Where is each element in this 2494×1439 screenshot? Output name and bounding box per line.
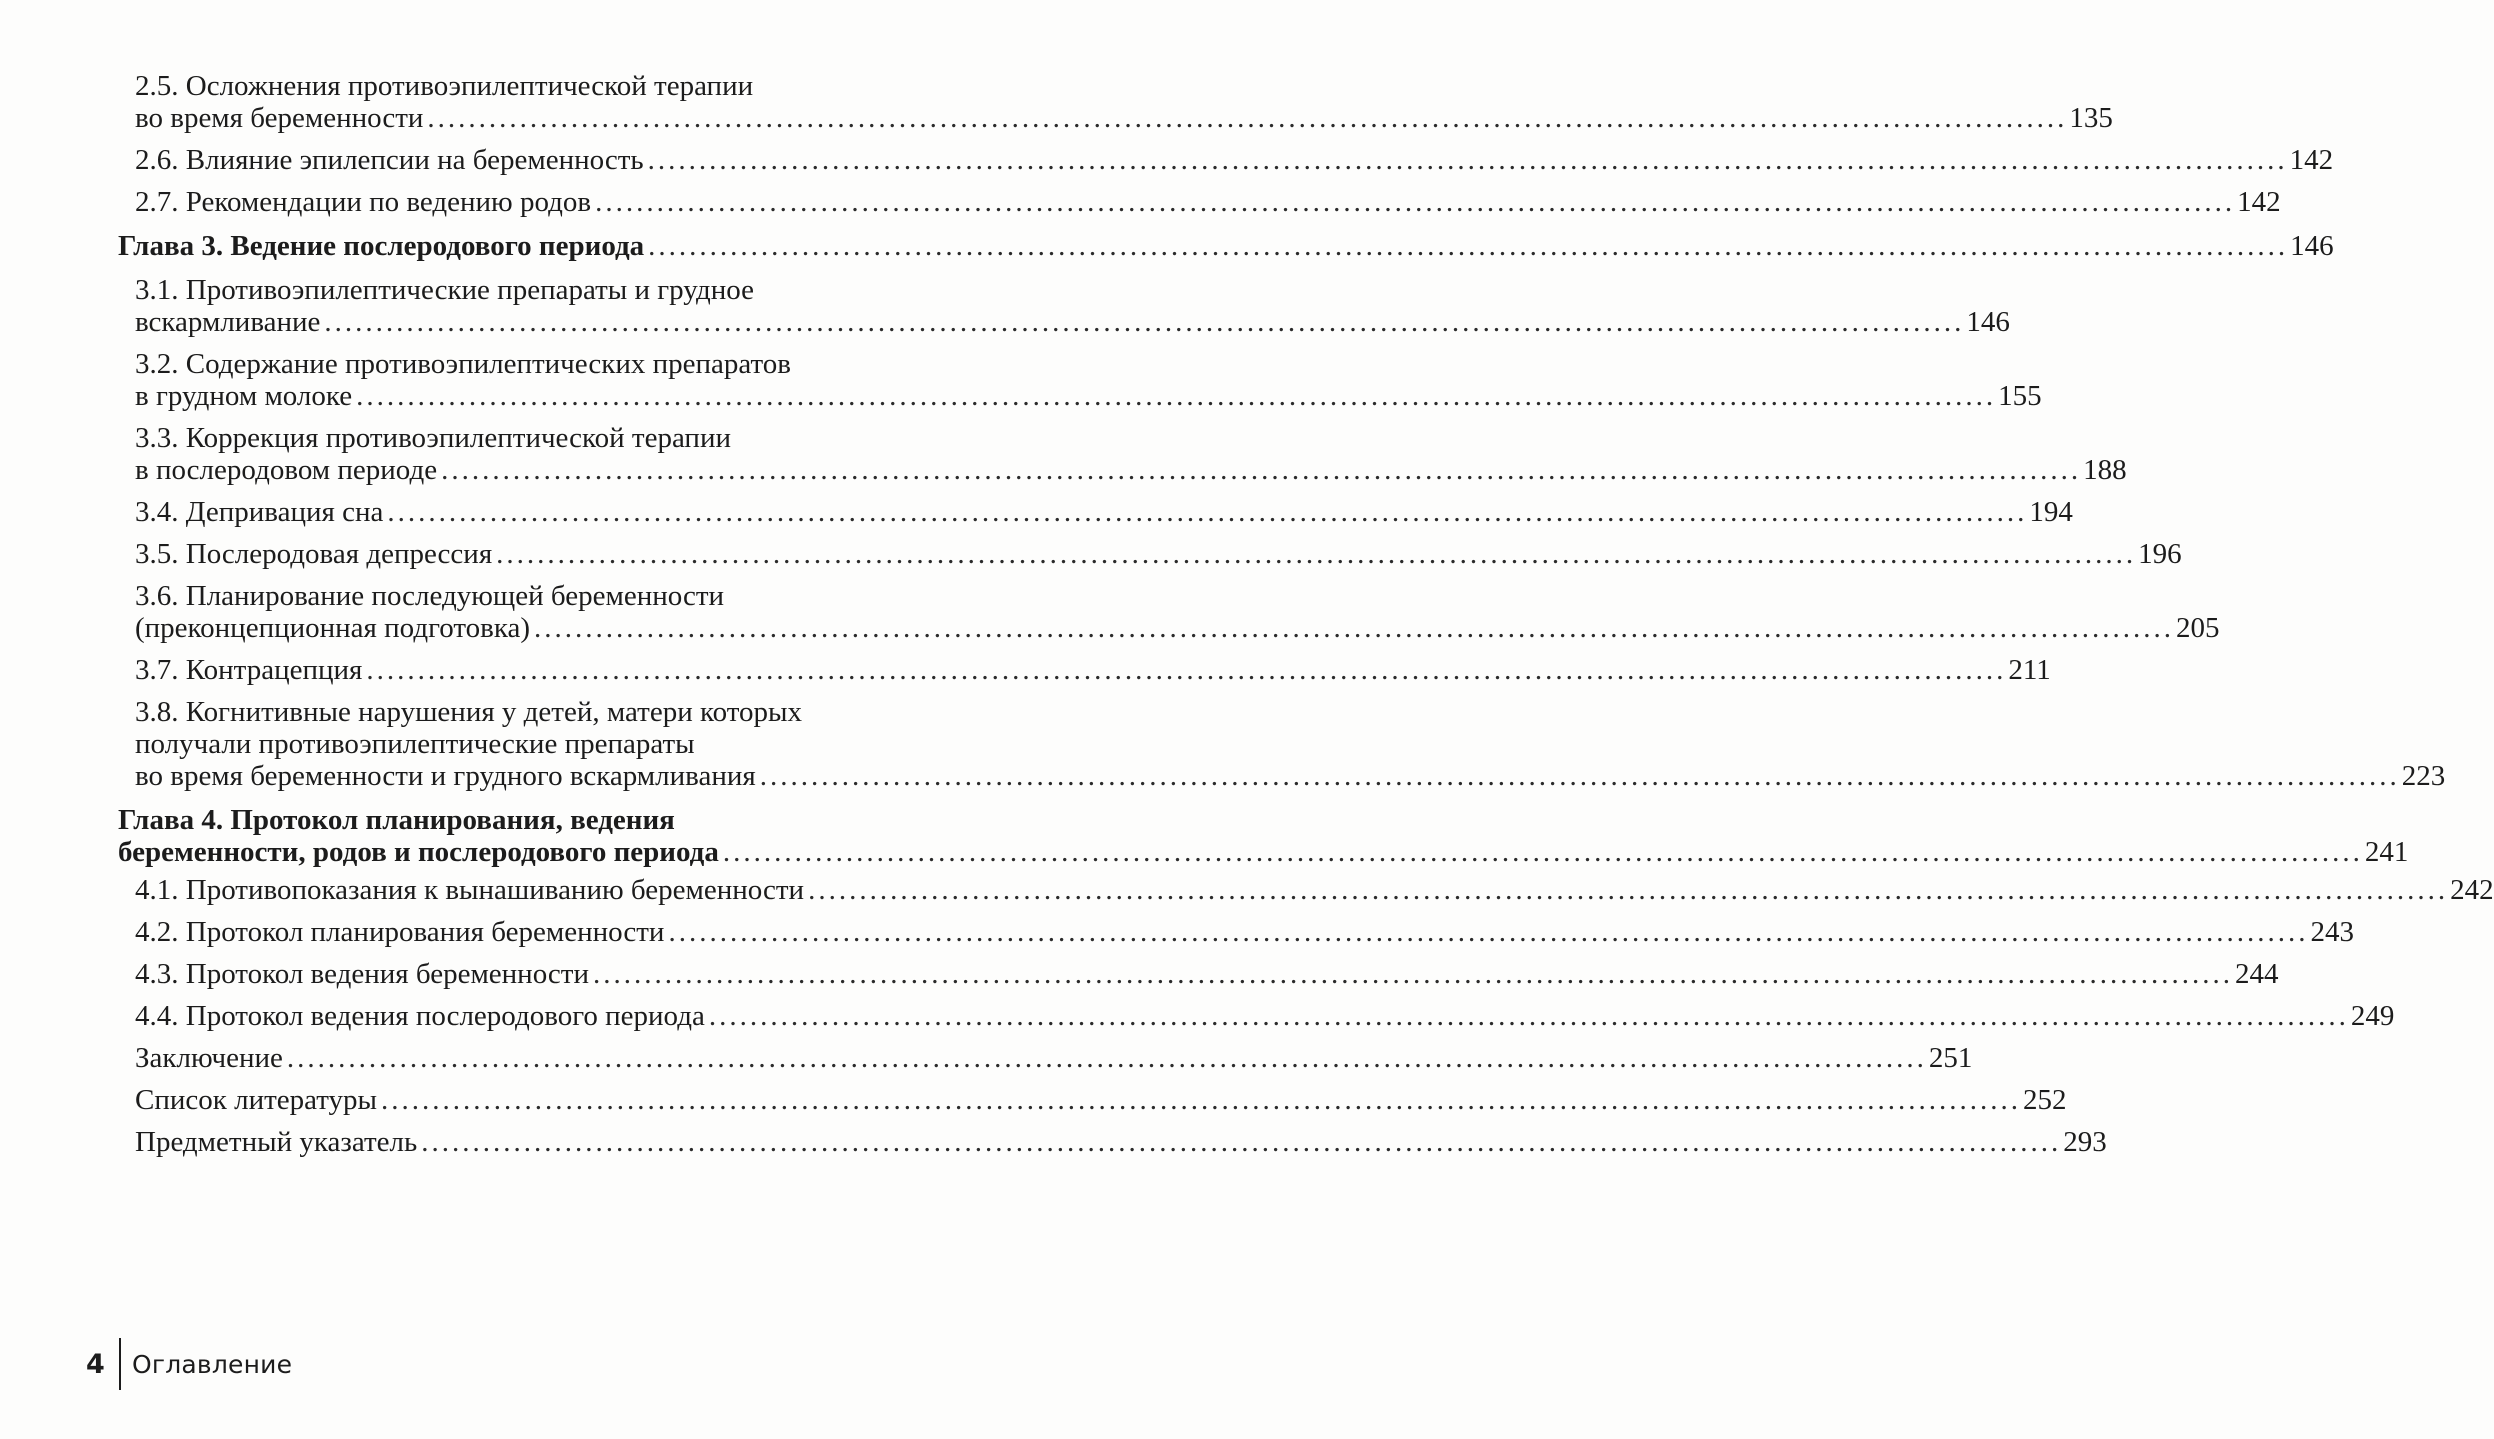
toc-entry[interactable] [118,696,2446,792]
toc-entry-title: 3.1. Противоэпилептические препараты и грудное [135,274,754,306]
toc-page-number: 188 [2083,454,2127,486]
toc-page-number: 135 [2069,102,2113,134]
toc-entry-title: 4.2. Протокол планирования беременности [135,916,665,948]
toc-entry-line [135,1042,1973,1074]
toc-entry-line [135,612,2220,644]
dot-leader: ................................................................................................................................................................ [647,144,2288,176]
toc-entry-line [135,422,970,454]
page-footer [86,1338,292,1390]
toc-entry-title: вскармливание [135,306,321,338]
toc-entry-title: 4.3. Протокол ведения беременности [135,958,589,990]
dot-leader: ................................................................................................................................................................ [421,1126,2062,1158]
toc-entry-line [135,348,970,380]
toc-page-number: 196 [2138,538,2182,570]
toc-entry-line [135,186,2281,218]
toc-entry-title: 2.6. Влияние эпилепсии на беременность [135,144,644,176]
toc-entry-line [135,454,2127,486]
dot-leader: ................................................................................................................................................................ [668,916,2309,948]
toc-entry-title: 3.6. Планирование последующей беременности [135,580,725,612]
toc-entry[interactable] [118,538,2182,570]
dot-leader: ................................................................................................................................................................ [648,230,2289,262]
toc-entry-line [135,728,970,760]
toc-entry[interactable] [118,144,2334,176]
dot-leader: ................................................................................................................................................................ [808,874,2449,906]
toc-entry[interactable] [118,580,2220,644]
dot-leader: ................................................................................................................................................................ [441,454,2082,486]
dot-leader: ................................................................................................................................................................ [759,760,2400,792]
toc-entry-line [135,538,2182,570]
toc-entry-line [135,874,2494,906]
toc-page-number: 223 [2401,760,2446,792]
toc-entry-line [135,1000,2395,1032]
toc-entry-title: 3.3. Коррекция противоэпилептической терапии [135,422,731,454]
toc-entry-title: 3.7. Контрацепция [135,654,363,686]
toc-entry-title: 3.2. Содержание противоэпилептических препаратов [135,348,791,380]
toc-entry-line [118,804,970,836]
toc-entry-line [135,306,2010,338]
toc-entry-title: 2.5. Осложнения противоэпилептической терапии [135,70,754,102]
toc-entry-title: 4.1. Противопоказания к вынашиванию беременности [135,874,805,906]
toc-page-number: 244 [2235,958,2279,990]
dot-leader: ................................................................................................................................................................ [593,958,2233,990]
toc-entry-line [135,70,970,102]
toc-entry[interactable] [118,186,2281,218]
dot-leader: ................................................................................................................................................................ [387,496,2028,528]
toc-entry-title: получали противоэпилептические препараты [135,728,695,760]
toc-entry-title: Глава 4. Протокол планирования, ведения [118,804,675,836]
toc-page-number: 146 [2290,230,2334,262]
toc-entry[interactable] [118,348,2042,412]
dot-leader: ................................................................................................................................................................ [324,306,1965,338]
toc-entry-line [135,654,2051,686]
toc-chapter-entry[interactable] [118,804,2409,868]
toc-chapter-entry[interactable] [118,230,2334,262]
toc-entry-title: 2.7. Рекомендации по ведению родов [135,186,592,218]
toc-entry-line [135,274,970,306]
toc-entry-title: (преконцепционная подготовка) [135,612,531,644]
toc-entry[interactable] [118,1126,2107,1158]
toc-entry-title: 4.4. Протокол ведения послеродового периода [135,1000,705,1032]
toc-entry-title: 3.8. Когнитивные нарушения у детей, матери которых [135,696,802,728]
toc-entry-line [135,580,970,612]
toc-page-number: 242 [2450,874,2494,906]
table-of-contents [118,70,2494,1158]
toc-entry[interactable] [118,874,2494,906]
toc-entry-line [135,102,2113,134]
toc-entry[interactable] [118,1084,2067,1116]
toc-entry[interactable] [118,916,2354,948]
toc-entry-title: беременности, родов и послеродового периода [118,836,719,868]
toc-page-number: 205 [2176,612,2220,644]
toc-page-number: 142 [2237,186,2281,218]
toc-page-number: 249 [2350,1000,2395,1032]
dot-leader: ................................................................................................................................................................ [366,654,2007,686]
toc-entry[interactable] [118,654,2051,686]
dot-leader: ................................................................................................................................................................ [534,612,2175,644]
toc-entry-title: во время беременности и грудного вскармливания [135,760,756,792]
toc-entry-title: Предметный указатель [135,1126,418,1158]
toc-page-number: 194 [2029,496,2073,528]
running-header-section: Оглавление [132,1349,293,1379]
toc-page-number: 146 [1966,306,2010,338]
toc-entry-line [135,144,2334,176]
page-number: 4 [86,1348,105,1380]
toc-page-number: 252 [2023,1084,2067,1116]
toc-entry-line [135,496,2073,528]
toc-entry[interactable] [118,1042,1973,1074]
toc-entry-title: во время беременности [135,102,424,134]
dot-leader: ................................................................................................................................................................ [595,186,2236,218]
dot-leader: ................................................................................................................................................................ [496,538,2137,570]
toc-entry[interactable] [118,70,2113,134]
toc-entry-title: Список литературы [135,1084,378,1116]
toc-page-number: 241 [2364,836,2409,868]
toc-entry[interactable] [118,496,2073,528]
dot-leader: ................................................................................................................................................................ [708,1000,2349,1032]
toc-entry-line [118,836,2409,868]
toc-entry-title: в грудном молоке [135,380,353,412]
toc-entry-line [135,1126,2107,1158]
toc-entry-line [135,696,970,728]
toc-entry-title: 3.5. Послеродовая депрессия [135,538,493,570]
toc-entry-title: в послеродовом периоде [135,454,438,486]
toc-entry-title: 3.4. Депривация сна [135,496,384,528]
toc-entry[interactable] [118,274,2010,338]
dot-leader: ................................................................................................................................................................ [427,102,2068,134]
toc-entry-line [135,380,2042,412]
toc-page-number: 243 [2310,916,2354,948]
toc-entry-line [135,916,2354,948]
toc-entry[interactable] [118,958,2279,990]
toc-page-number: 211 [2008,654,2051,686]
toc-page-number: 142 [2289,144,2334,176]
footer-divider [119,1338,121,1390]
toc-entry-line [118,230,2334,262]
toc-page-number: 251 [1928,1042,1973,1074]
toc-entry-line [135,1084,2067,1116]
toc-page-number: 293 [2063,1126,2107,1158]
dot-leader: ................................................................................................................................................................ [381,1084,2022,1116]
toc-entry-title: Глава 3. Ведение послеродового периода [118,230,645,262]
toc-entry-title: Заключение [135,1042,283,1074]
dot-leader: ................................................................................................................................................................ [356,380,1997,412]
toc-page-number: 155 [1998,380,2042,412]
toc-entry-line [135,958,2279,990]
dot-leader: ................................................................................................................................................................ [286,1042,1927,1074]
toc-entry[interactable] [118,1000,2395,1032]
toc-entry[interactable] [118,422,2127,486]
dot-leader: ................................................................................................................................................................ [722,836,2363,868]
toc-entry-line [135,760,2446,792]
